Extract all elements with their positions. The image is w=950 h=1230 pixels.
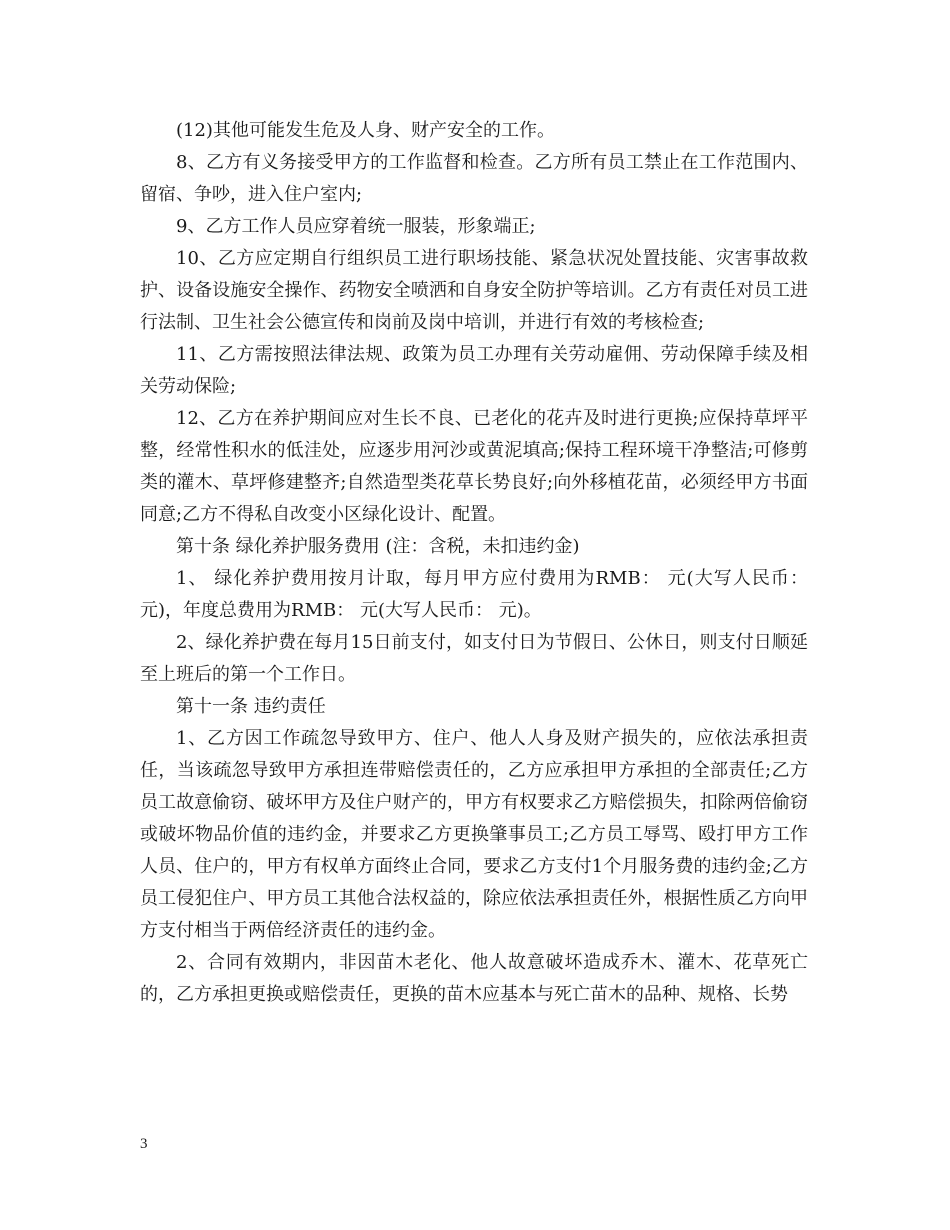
section-heading-article-10: 第十条 绿化养护服务费用 (注：含税，未扣违约金) [176, 536, 580, 557]
document-body [140, 115, 808, 1011]
paragraph-clause-8: 8、乙方有义务接受甲方的工作监督和检查。乙方所有员工禁止在工作范围内、留宿、争吵，进入住户室内; [140, 152, 808, 205]
section-heading-article-11: 第十一条 违约责任 [176, 696, 326, 717]
paragraph-clause-11: 11、乙方需按照法律法规、政策为员工办理有关劳动雇佣、劳动保障手续及相关劳动保险; [140, 344, 808, 397]
paragraph-fee-1: 1、 绿化养护费用按月计取，每月甲方应付费用为RMB： 元(大写人民币： 元)，年度总费用为RMB： 元(大写人民币： 元)。 [140, 568, 808, 621]
page-number: 3 [140, 1136, 148, 1152]
paragraph-clause-9: 9、乙方工作人员应穿着统一服装，形象端正; [176, 216, 536, 237]
paragraph-fee-2: 2、绿化养护费在每月15日前支付，如支付日为节假日、公休日，则支付日顺延至上班后的第一个工作日。 [140, 632, 808, 685]
paragraph-liability-1: 1、乙方因工作疏忽导致甲方、住户、他人人身及财产损失的，应依法承担责任，当该疏忽导致甲方承担连带赔偿责任的，乙方应承担甲方承担的全部责任;乙方员工故意偷窃、破坏甲方及住户财产的，甲方有权要求乙方赔偿损失，扣除两倍偷窃或破坏物品价值的违约金，并要求乙方更换肇事员工;乙方员工辱骂、殴打甲方工作人员、住户的，甲方有权单方面终止合同，要求乙方支付1个月服务费的违约金;乙方员工侵犯住户、甲方员工其他合法权益的，除应依法承担责任外，根据性质乙方向甲方支付相当于两倍经济责任的违约金。 [140, 728, 808, 941]
paragraph-liability-2: 2、合同有效期内，非因苗木老化、他人故意破坏造成乔木、灌木、花草死亡的，乙方承担更换或赔偿责任，更换的苗木应基本与死亡苗木的品种、规格、长势 [140, 952, 808, 1005]
paragraph-clause-12: 12、乙方在养护期间应对生长不良、已老化的花卉及时进行更换;应保持草坪平整，经常性积水的低洼处，应逐步用河沙或黄泥填高;保持工程环境干净整洁;可修剪类的灌木、草坪修建整齐;自然造型类花草长势良好;向外移植花苗，必须经甲方书面同意;乙方不得私自改变小区绿化设计、配置。 [140, 408, 808, 525]
paragraph-item-12: (12)其他可能发生危及人身、财产安全的工作。 [176, 120, 555, 141]
paragraph-clause-10: 10、乙方应定期自行组织员工进行职场技能、紧急状况处置技能、灾害事故救护、设备设施安全操作、药物安全喷洒和自身安全防护等培训。乙方有责任对员工进行法制、卫生社会公德宣传和岗前及岗中培训，并进行有效的考核检查; [140, 248, 808, 333]
